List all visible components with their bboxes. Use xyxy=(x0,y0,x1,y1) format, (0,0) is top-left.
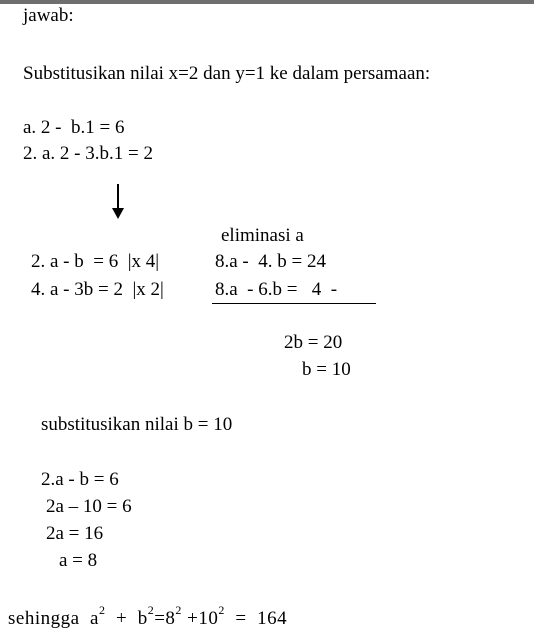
elimination-title: eliminasi a xyxy=(221,225,304,246)
elimination-result: b = 10 xyxy=(302,359,351,380)
elimination-right: 8.a - 6.b = 4 - xyxy=(215,279,338,300)
equals-sign: = xyxy=(235,608,247,629)
substitution-step: 2.a - b = 6 xyxy=(41,469,119,490)
value-ten: 10 xyxy=(198,608,219,629)
conclusion-prefix: sehingga xyxy=(8,608,80,629)
exponent: 2 xyxy=(147,603,155,617)
plus-sign: + xyxy=(115,608,128,629)
substitution-step: a = 8 xyxy=(59,550,98,571)
down-arrow-icon xyxy=(111,184,125,220)
elimination-result: 2b = 20 xyxy=(284,332,343,353)
variable-b: b xyxy=(137,608,148,629)
equals-sign: = xyxy=(154,608,166,629)
variable-a: a xyxy=(90,608,99,629)
value-eight: 8 xyxy=(165,608,176,629)
equation-line: 2. a. 2 - 3.b.1 = 2 xyxy=(23,143,153,164)
subtraction-rule xyxy=(212,303,376,304)
intro-text: Substitusikan nilai x=2 dan y=1 ke dalam persamaan: xyxy=(23,63,431,84)
substitution-title: substitusikan nilai b = 10 xyxy=(41,414,233,435)
top-rule xyxy=(0,0,534,4)
exponent: 2 xyxy=(98,603,106,617)
equation-line: a. 2 - b.1 = 6 xyxy=(23,117,125,138)
substitution-step: 2a = 16 xyxy=(46,523,104,544)
header-text: jawab: xyxy=(23,5,74,26)
elimination-right: 8.a - 4. b = 24 xyxy=(215,251,326,272)
plus-sign: + xyxy=(187,608,199,629)
substitution-step: 2a – 10 = 6 xyxy=(46,496,132,517)
conclusion-formula xyxy=(8,603,288,629)
exponent: 2 xyxy=(175,603,182,617)
exponent: 2 xyxy=(218,603,225,617)
elimination-left: 2. a - b = 6 |x 4| xyxy=(31,251,160,272)
elimination-left: 4. a - 3b = 2 |x 2| xyxy=(31,279,164,300)
conclusion-result: 164 xyxy=(257,608,288,629)
